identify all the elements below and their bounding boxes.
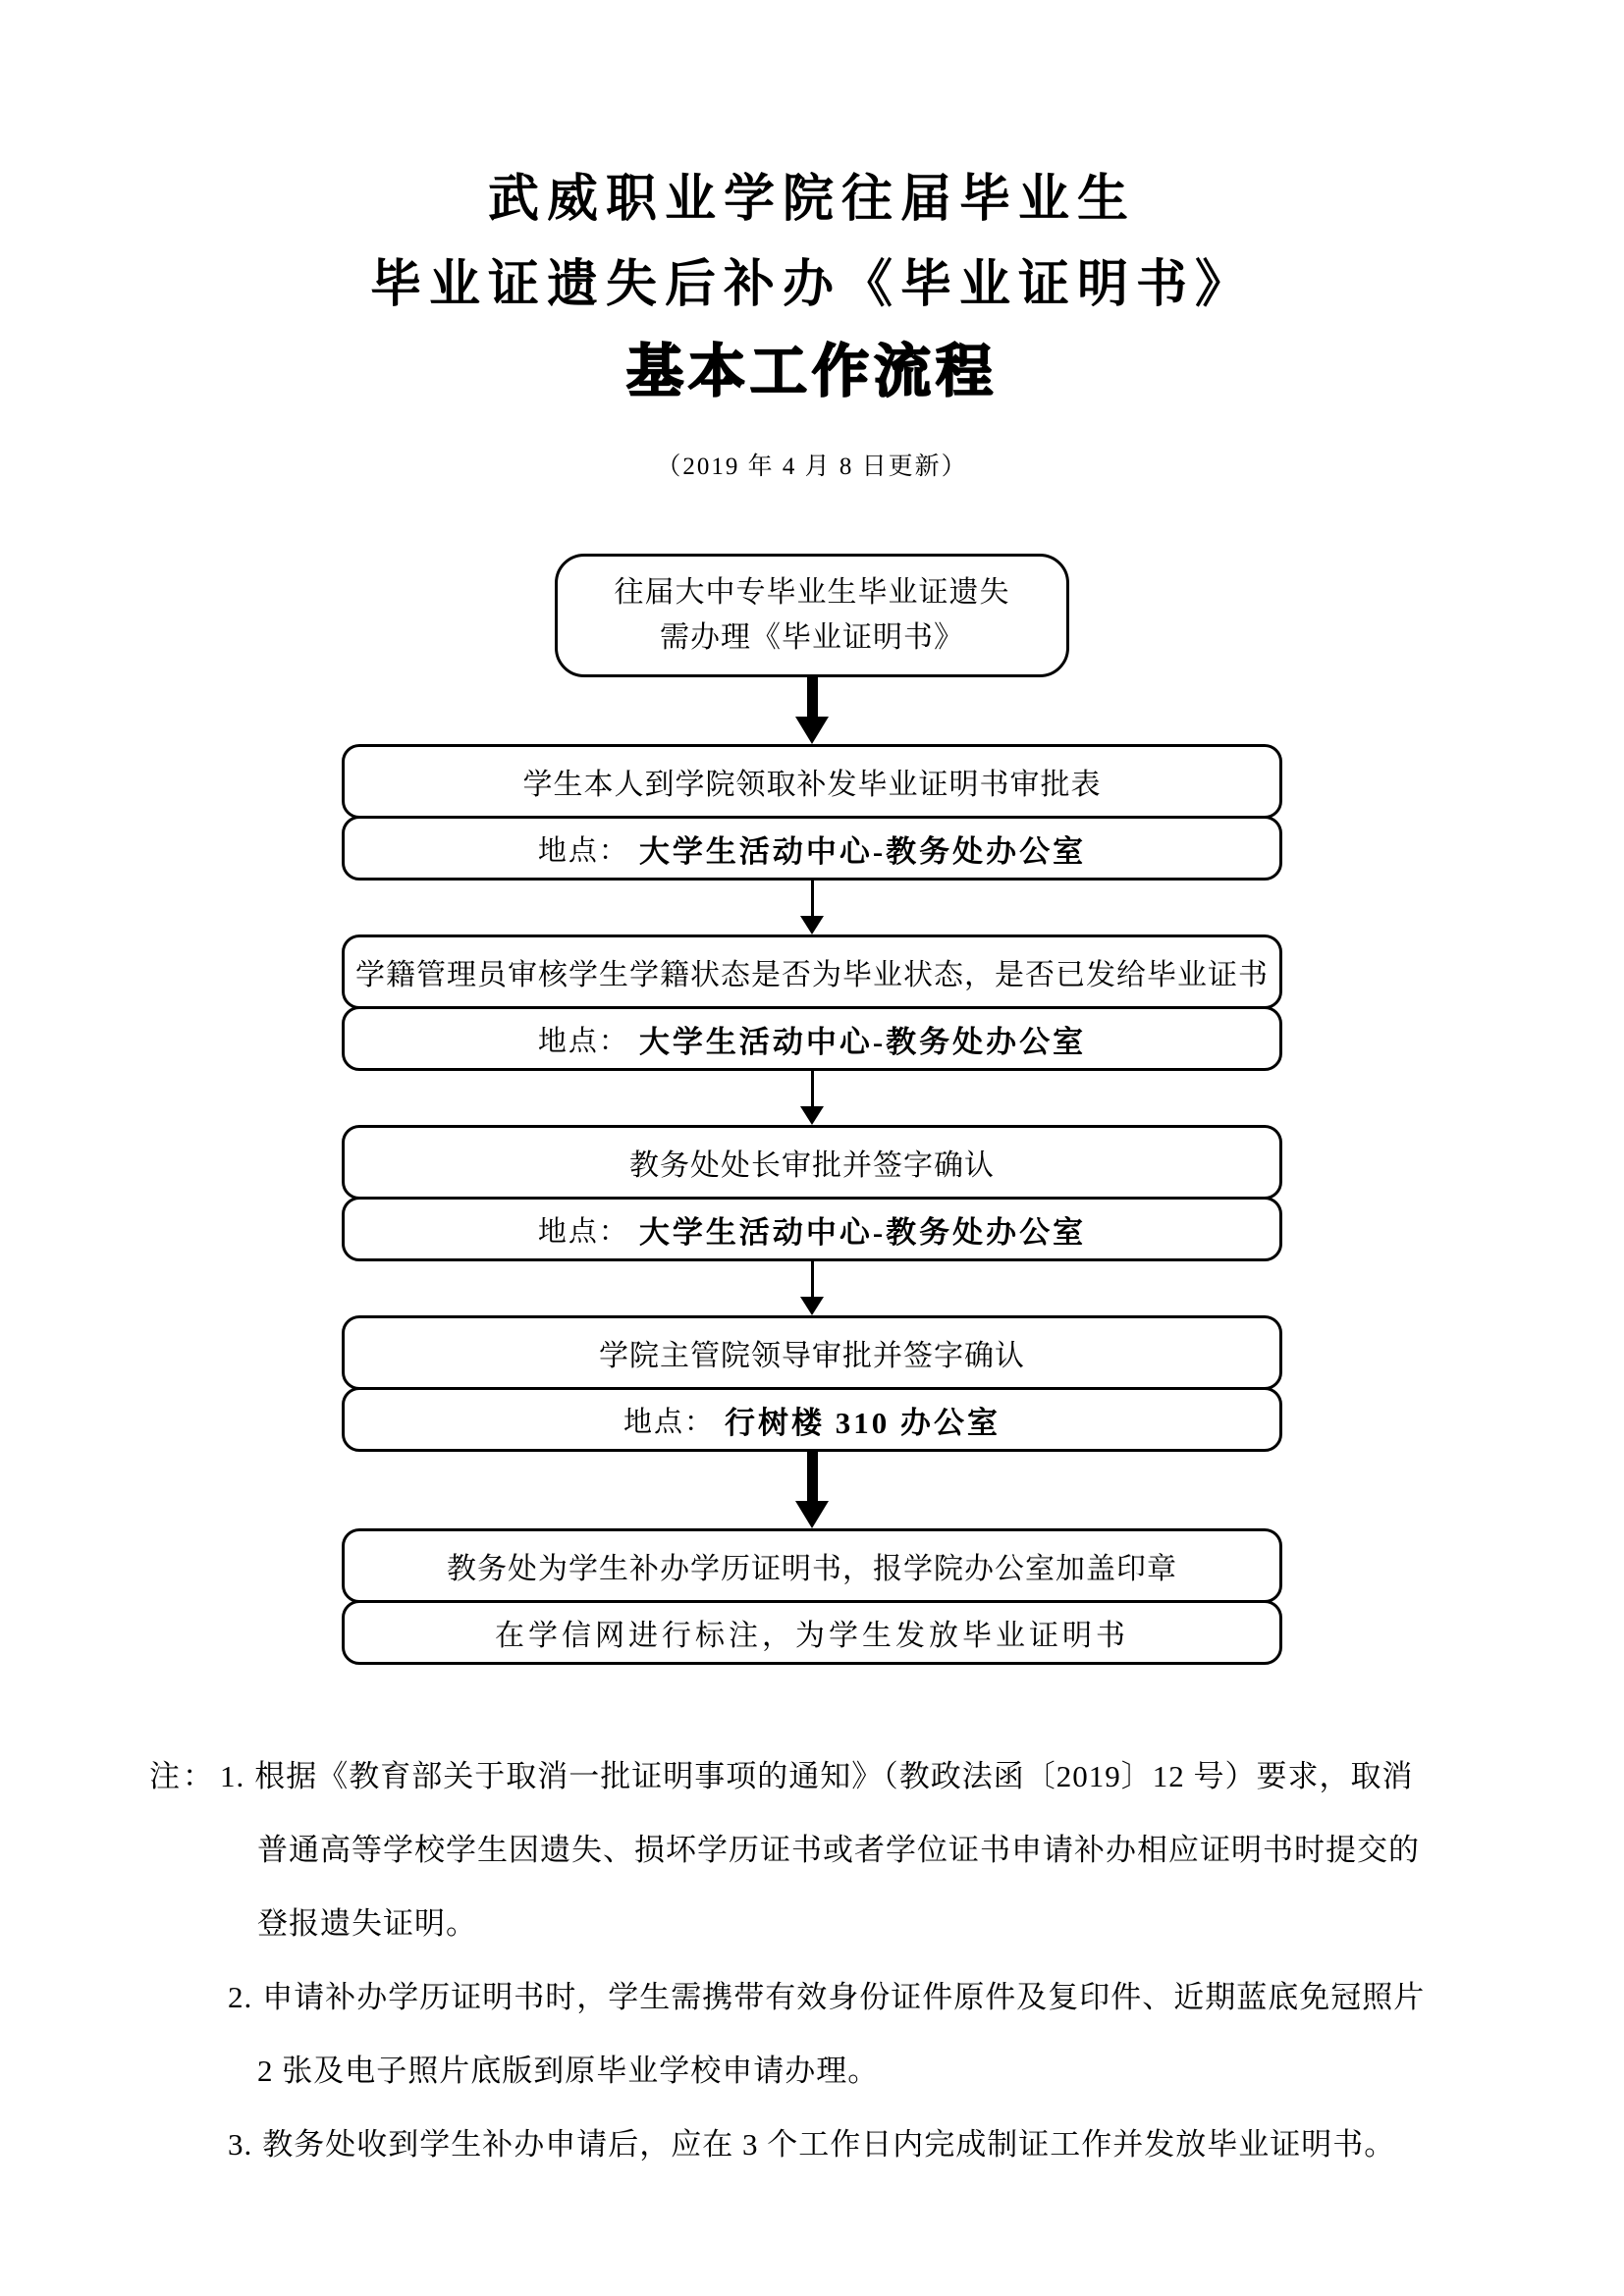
update-date-note: （2019 年 4 月 8 日更新） bbox=[656, 454, 968, 480]
flow-step-3-location bbox=[342, 1197, 1282, 1261]
location-value: 行树楼 310 办公室 bbox=[725, 1405, 1001, 1440]
down-arrow-thin-icon bbox=[800, 1071, 824, 1125]
note-2-text: 申请补办学历证明书时，学生需携带有效身份证件原件及复印件、近期蓝底免冠照片 bbox=[262, 1980, 1426, 2014]
location-value: 大学生活动中心-教务处办公室 bbox=[638, 1214, 1087, 1250]
notes-label: 注： bbox=[149, 1759, 216, 1793]
flow-step-1-action: 学生本人到学院领取补发毕业证明书审批表 bbox=[342, 744, 1282, 819]
flow-step-5-action: 教务处为学生补办学历证明书，报学院办公室加盖印章 bbox=[342, 1528, 1282, 1603]
footnotes bbox=[149, 1739, 1504, 2181]
arrow-shaft bbox=[811, 1071, 814, 1106]
flowchart bbox=[0, 554, 1624, 1665]
flow-step-1-location bbox=[342, 816, 1282, 881]
location-value: 大学生活动中心-教务处办公室 bbox=[638, 833, 1087, 869]
note-2-line-2: 2 张及电子照片底版到原毕业学校申请办理。 bbox=[257, 2054, 880, 2088]
note-1-number: 1. bbox=[220, 1759, 245, 1793]
arrow-shaft bbox=[811, 1261, 814, 1297]
flow-step-4-action: 学院主管院领导审批并签字确认 bbox=[342, 1315, 1282, 1390]
flow-start-box bbox=[555, 554, 1069, 677]
location-label: 地点： bbox=[537, 834, 629, 867]
arrow-head bbox=[800, 1297, 824, 1315]
note-1-text: 根据《教育部关于取消一批证明事项的通知》（教政法函〔2019〕12 号）要求，取消 bbox=[254, 1759, 1414, 1793]
location-label: 地点： bbox=[623, 1406, 715, 1438]
arrow-shaft bbox=[807, 1452, 818, 1501]
arrow-head bbox=[800, 916, 824, 934]
down-arrow-thin-icon bbox=[800, 881, 824, 934]
title-line-1: 武威职业学院往届毕业生 bbox=[487, 172, 1136, 228]
note-1-line-2: 普通高等学校学生因遗失、损坏学历证书或者学位证书申请补办相应证明书时提交的 bbox=[257, 1833, 1420, 1867]
location-label: 地点： bbox=[537, 1215, 629, 1248]
note-3-line-1 bbox=[149, 2108, 1504, 2181]
note-3-text: 教务处收到学生补办申请后，应在 3 个工作日内完成制证工作并发放毕业证明书。 bbox=[262, 2127, 1396, 2162]
arrow-head bbox=[795, 1501, 829, 1528]
flow-step-5-result bbox=[342, 1600, 1282, 1665]
title-line-3: 基本工作流程 bbox=[625, 340, 998, 403]
arrow-head bbox=[800, 1106, 824, 1125]
flow-start-line-2: 需办理《毕业证明书》 bbox=[660, 621, 964, 654]
down-arrow-thin-icon bbox=[800, 1261, 824, 1315]
note-3-number: 3. bbox=[228, 2127, 253, 2162]
note-1-line-1 bbox=[149, 1739, 1504, 1813]
arrow-shaft bbox=[807, 677, 818, 717]
note-1-line-3: 登报遗失证明。 bbox=[257, 1906, 477, 1941]
flow-step-1 bbox=[342, 744, 1282, 881]
note-2-number: 2. bbox=[228, 1980, 253, 2014]
down-arrow-thick-icon bbox=[795, 677, 829, 744]
arrow-shaft bbox=[811, 881, 814, 916]
location-label: 地点： bbox=[537, 1025, 629, 1057]
note-2-line-1 bbox=[149, 1960, 1504, 2034]
title-line-2: 毕业证遗失后补办《毕业证明书》 bbox=[369, 257, 1254, 313]
arrow-head bbox=[795, 717, 829, 744]
flow-step-2-location bbox=[342, 1006, 1282, 1071]
down-arrow-thick-icon bbox=[795, 1452, 829, 1528]
result-note: 在学信网进行标注，为学生发放毕业证明书 bbox=[495, 1620, 1129, 1652]
flow-step-4 bbox=[342, 1315, 1282, 1452]
flow-step-2 bbox=[342, 934, 1282, 1071]
title-block bbox=[0, 0, 1624, 483]
flow-step-3-action: 教务处处长审批并签字确认 bbox=[342, 1125, 1282, 1200]
flow-step-4-location bbox=[342, 1387, 1282, 1452]
flow-step-2-action: 学籍管理员审核学生学籍状态是否为毕业状态，是否已发给毕业证书 bbox=[342, 934, 1282, 1009]
flow-start-line-1: 往届大中专毕业生毕业证遗失 bbox=[614, 576, 1010, 609]
location-value: 大学生活动中心-教务处办公室 bbox=[638, 1024, 1087, 1059]
flow-step-3 bbox=[342, 1125, 1282, 1261]
flow-step-5 bbox=[342, 1528, 1282, 1665]
